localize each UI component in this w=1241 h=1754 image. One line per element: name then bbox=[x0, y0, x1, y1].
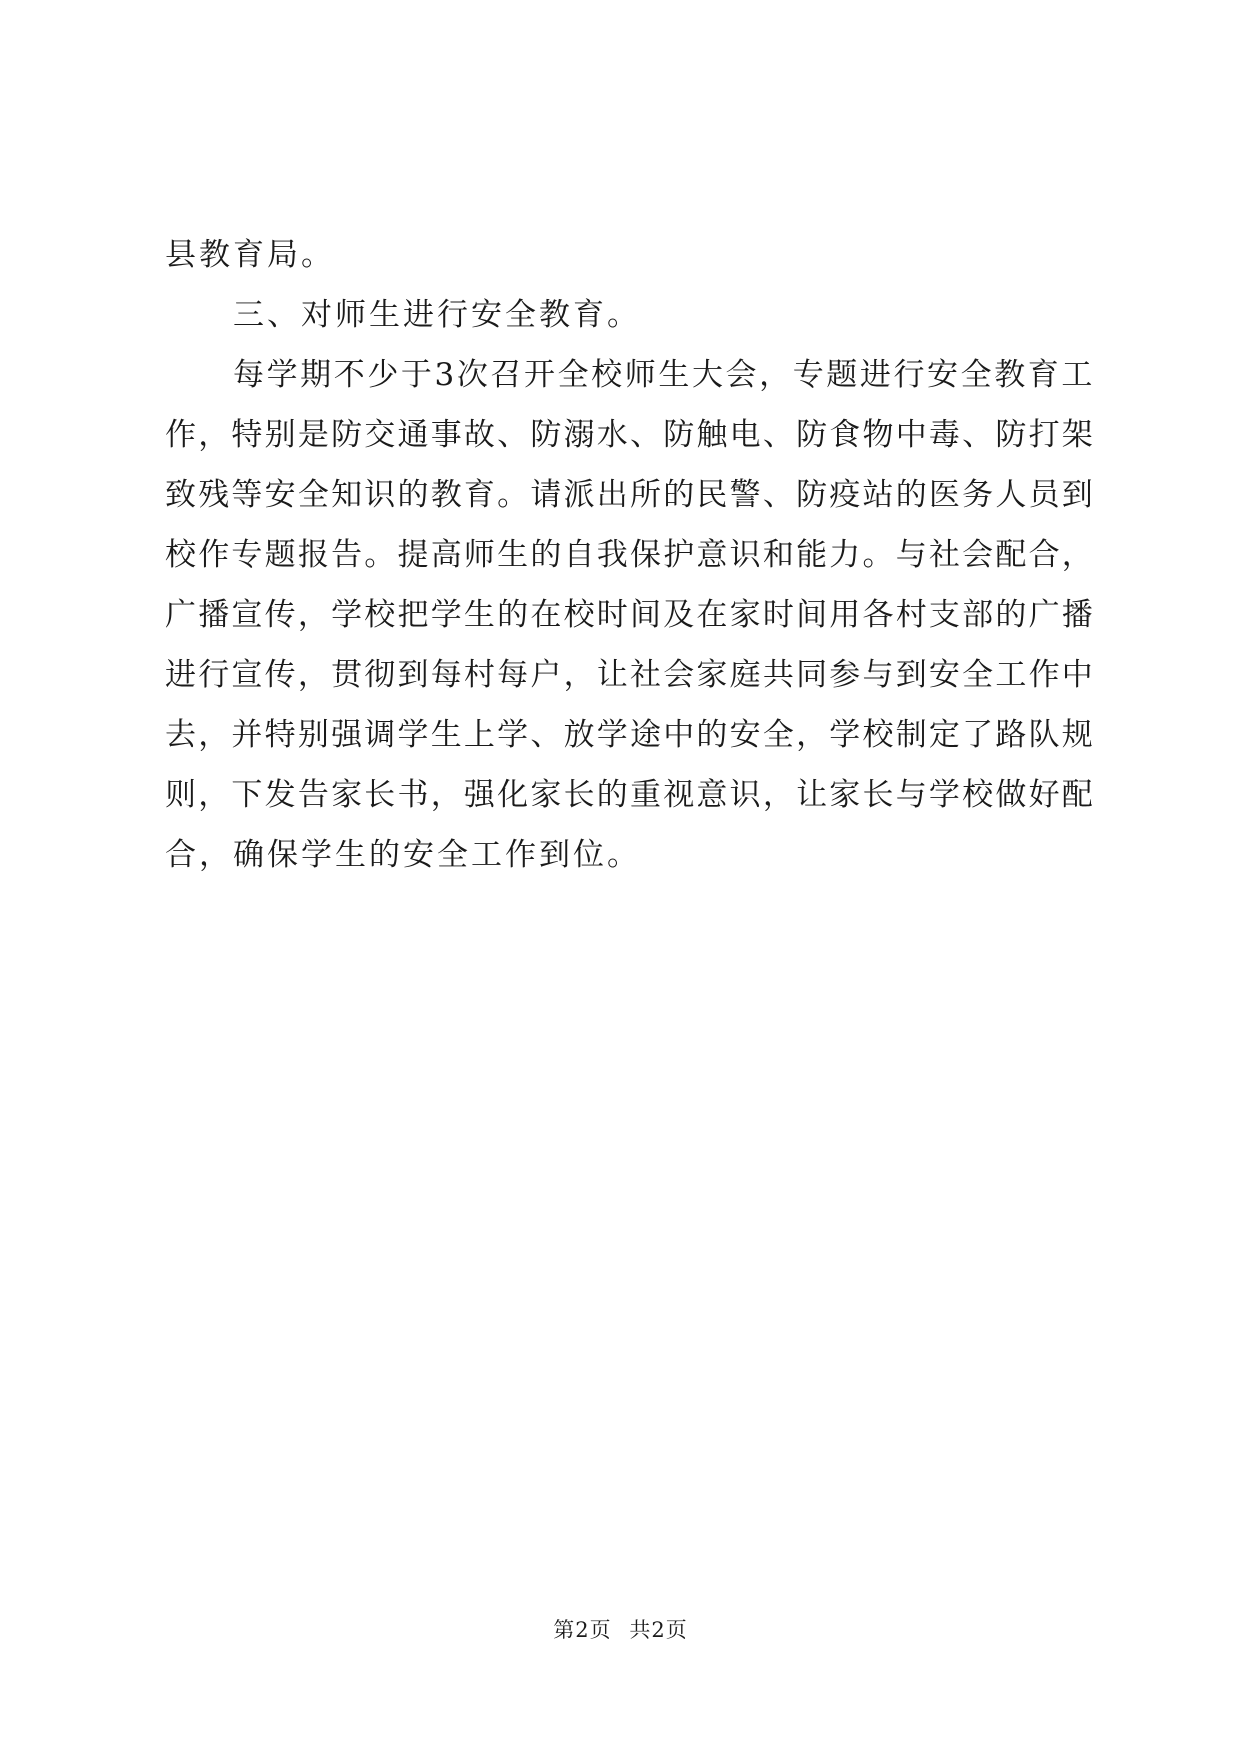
section-heading: 三、对师生进行安全教育。 bbox=[233, 297, 641, 333]
document-body bbox=[165, 225, 1095, 885]
page-footer bbox=[0, 1614, 1241, 1644]
paragraph-line: 校作专题报告。提高师生的自我保护意识和能力。与社会配合， bbox=[165, 537, 1095, 573]
paragraph-line: 广播宣传，学校把学生的在校时间及在家时间用各村支部的广播 bbox=[165, 597, 1095, 633]
paragraph-line: 作，特别是防交通事故、防溺水、防触电、防食物中毒、防打架 bbox=[165, 417, 1095, 453]
paragraph-line: 去，并特别强调学生上学、放学途中的安全，学校制定了路队规 bbox=[165, 717, 1095, 753]
paragraph-line: 则，下发告家长书，强化家长的重视意识，让家长与学校做好配 bbox=[165, 777, 1095, 813]
page-number: 第2页 bbox=[553, 1618, 612, 1642]
page-total: 共2页 bbox=[629, 1618, 688, 1642]
paragraph-line: 致残等安全知识的教育。请派出所的民警、防疫站的医务人员到 bbox=[165, 477, 1095, 513]
paragraph-line: 每学期不少于3次召开全校师生大会，专题进行安全教育工 bbox=[233, 357, 1095, 393]
paragraph-line: 进行宣传，贯彻到每村每户，让社会家庭共同参与到安全工作中 bbox=[165, 657, 1095, 693]
paragraph-line: 县教育局。 bbox=[165, 237, 335, 273]
paragraph-line: 合，确保学生的安全工作到位。 bbox=[165, 837, 641, 873]
